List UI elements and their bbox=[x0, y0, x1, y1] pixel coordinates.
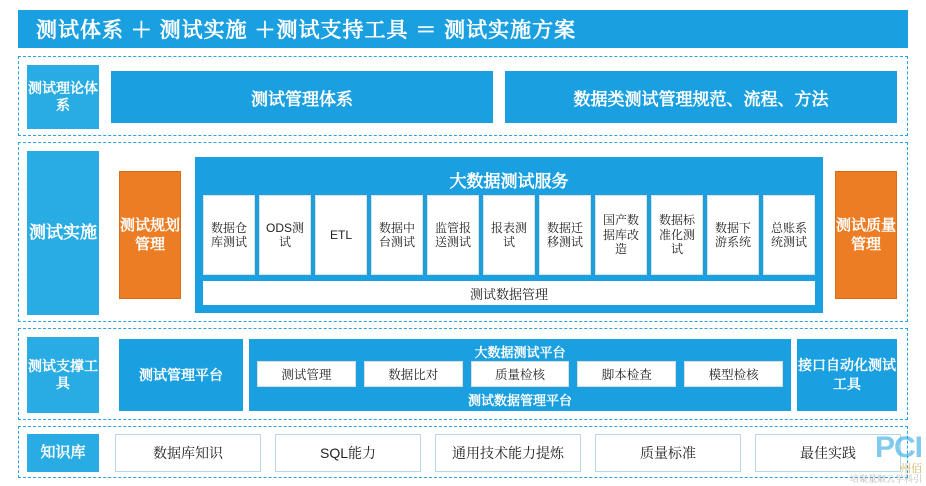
panel-title-bigdata-test-platform: 大数据测试平台 bbox=[474, 345, 566, 360]
watermark-tiny-text: 培聚量顺云学科引 bbox=[849, 474, 922, 484]
theory-box-management-system[interactable]: 测试管理体系 bbox=[111, 71, 493, 123]
panel-title-bigdata-test-service: 大数据测试服务 bbox=[449, 172, 569, 191]
section-label-knowledge-base: 知识库 bbox=[27, 434, 99, 472]
page-title: 测试体系 ＋ 测试实施 ＋测试支持工具 ＝ 测试实施方案 bbox=[36, 19, 577, 42]
service-chip[interactable]: 数据标准化测试 bbox=[651, 195, 703, 275]
service-chip[interactable]: 数据仓库测试 bbox=[203, 195, 255, 275]
service-chip[interactable]: 国产数据库改造 bbox=[595, 195, 647, 275]
service-chip[interactable]: 数据中台测试 bbox=[371, 195, 423, 275]
platform-chip[interactable]: 质量检核 bbox=[471, 361, 570, 387]
box-api-automation-tool[interactable]: 接口自动化测试工具 bbox=[797, 339, 897, 411]
knowledge-chip-list bbox=[115, 434, 901, 472]
watermark-sub-text: 州佰 bbox=[900, 463, 922, 475]
knowledge-chip[interactable]: SQL能力 bbox=[275, 434, 421, 472]
platform-chip[interactable]: 测试管理 bbox=[257, 361, 356, 387]
service-chip[interactable]: 监管报送测试 bbox=[427, 195, 479, 275]
service-chip[interactable]: 数据下游系统 bbox=[707, 195, 759, 275]
service-chip[interactable]: ODS测试 bbox=[259, 195, 311, 275]
section-label-implementation: 测试实施 bbox=[27, 151, 99, 315]
box-test-planning-management[interactable]: 测试规划管理 bbox=[119, 171, 181, 299]
panel-bigdata-test-platform bbox=[249, 339, 791, 411]
platform-chip[interactable]: 模型检核 bbox=[684, 361, 783, 387]
knowledge-chip[interactable]: 质量标准 bbox=[595, 434, 741, 472]
slide-title-bar bbox=[18, 10, 908, 48]
service-chip[interactable]: ETL bbox=[315, 195, 367, 275]
platform-chip[interactable]: 数据比对 bbox=[364, 361, 463, 387]
service-footer-test-data-management[interactable]: 测试数据管理 bbox=[203, 281, 815, 305]
section-label-support-tools: 测试支撑工具 bbox=[27, 337, 99, 413]
box-test-quality-management[interactable]: 测试质量管理 bbox=[835, 171, 897, 299]
knowledge-chip[interactable]: 通用技术能力提炼 bbox=[435, 434, 581, 472]
knowledge-chip[interactable]: 最佳实践 bbox=[755, 434, 901, 472]
service-chip[interactable]: 报表测试 bbox=[483, 195, 535, 275]
watermark-logo-text: PCI bbox=[874, 431, 922, 464]
platform-chip[interactable]: 脚本检查 bbox=[577, 361, 676, 387]
platform-footer-test-data-platform: 测试数据管理平台 bbox=[467, 393, 572, 408]
theory-box-data-test-spec[interactable]: 数据类测试管理规范、流程、方法 bbox=[505, 71, 897, 123]
section-implementation bbox=[18, 142, 908, 322]
section-knowledge-base bbox=[18, 426, 908, 478]
service-chip[interactable]: 数据迁移测试 bbox=[539, 195, 591, 275]
knowledge-chip[interactable]: 数据库知识 bbox=[115, 434, 261, 472]
section-theory bbox=[18, 56, 908, 136]
platform-chip-list bbox=[257, 361, 783, 387]
box-test-management-platform[interactable]: 测试管理平台 bbox=[119, 339, 243, 411]
panel-bigdata-test-service bbox=[195, 157, 823, 313]
section-support-tools bbox=[18, 328, 908, 420]
service-chip[interactable]: 总账系统测试 bbox=[763, 195, 815, 275]
service-chip-list bbox=[203, 195, 815, 275]
section-label-theory: 测试理论体系 bbox=[27, 65, 99, 129]
